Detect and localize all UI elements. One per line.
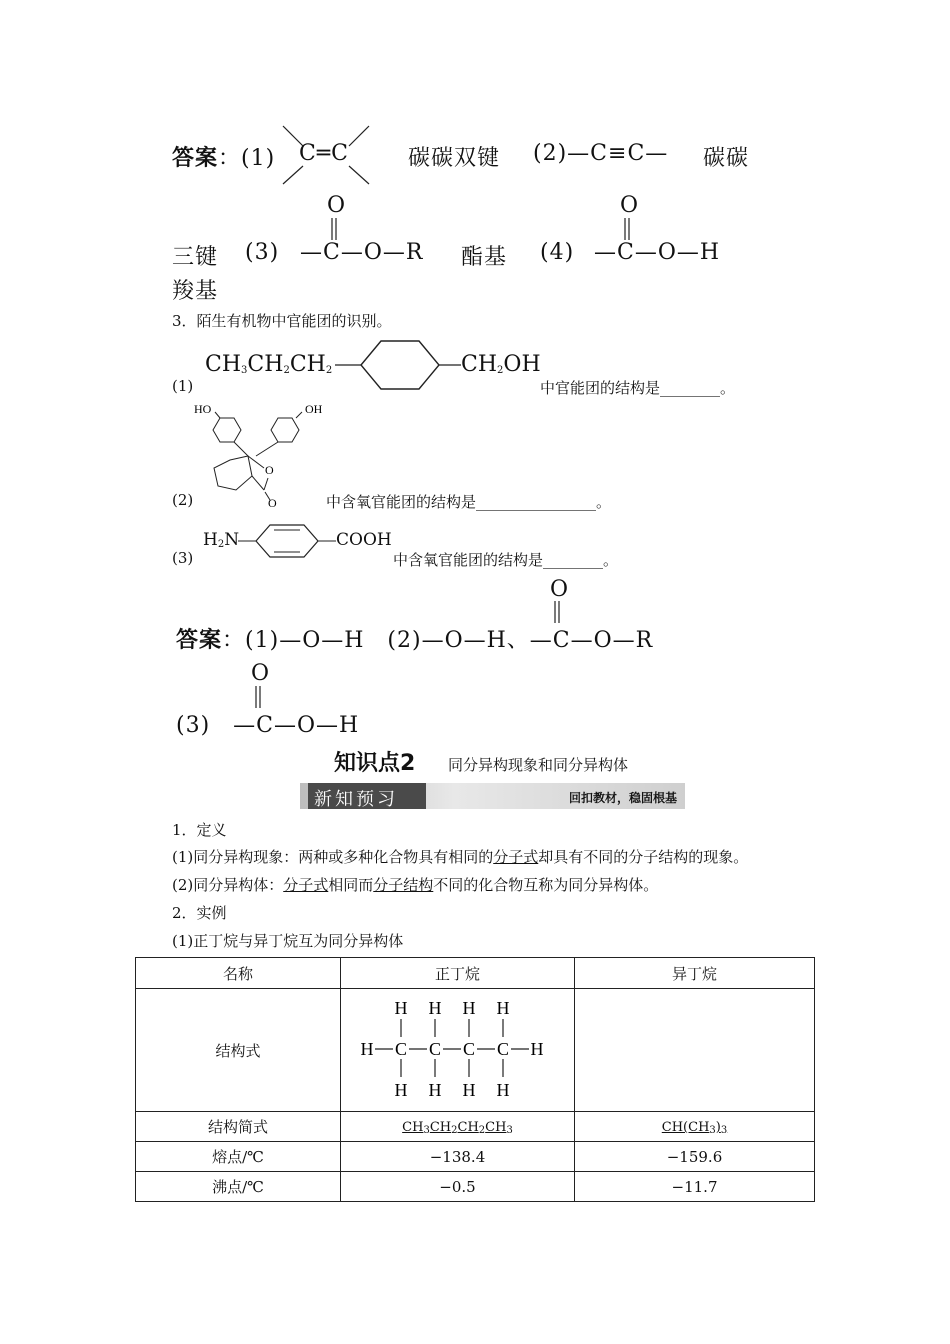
ring-o-label: O xyxy=(265,463,274,477)
isomer-table xyxy=(135,957,815,1202)
n-butane-simple: $CH_3CH_2CH_2CH_3$ xyxy=(341,1112,575,1142)
th-isobutane: 异丁烷 xyxy=(575,958,815,989)
row-mp-label: 熔点/℃ xyxy=(136,1142,341,1172)
item1-name: 碳碳双键 xyxy=(408,146,501,171)
table-header-row xyxy=(136,958,815,989)
q3-sub2-text: 中含氧官能团的结构是________________。 xyxy=(326,493,612,511)
def-1: (1)同分异构现象：两种或多种化合物具有相同的分子式却具有不同的分子结构的现象。 xyxy=(172,848,749,866)
banner-right-label: 回扣教材，稳固根基 xyxy=(568,791,677,805)
th-n-butane: 正丁烷 xyxy=(341,958,575,989)
item4-num: (4) xyxy=(540,240,575,265)
item4-formula: —C—O—H xyxy=(594,240,721,265)
svg-text:H: H xyxy=(462,998,475,1018)
row-simple-label: 结构简式 xyxy=(136,1112,341,1142)
svg-text:H: H xyxy=(530,1039,543,1059)
q3-sub1-text: 中官能团的结构是________。 xyxy=(540,379,736,397)
example-1: (1)正丁烷与异丁烷互为同分异构体 xyxy=(172,932,404,950)
svg-text:C: C xyxy=(496,1039,509,1059)
svg-text:H: H xyxy=(428,1080,441,1100)
oh-right-label: OH xyxy=(305,402,323,416)
def-2: (2)同分异构体：分子式相同而分子结构不同的化合物互称为同分异构体。 xyxy=(172,876,659,894)
answer2-O2: O xyxy=(251,661,271,686)
section-badge: 知识点2 xyxy=(334,751,416,776)
q3-sub2-num: (2) xyxy=(172,491,194,509)
carbonyl-o-label: O xyxy=(268,496,277,510)
examples-heading: 2．实例 xyxy=(172,904,227,922)
svg-text:C: C xyxy=(462,1039,475,1059)
item4-name: 羧基 xyxy=(172,279,219,304)
def-heading: 1．定义 xyxy=(172,821,227,839)
n-butane-structural-formula xyxy=(358,989,558,1107)
item1-formula: C═C xyxy=(299,141,349,166)
benzene-ring xyxy=(238,522,338,562)
table-row-structure xyxy=(136,989,815,1112)
item4-O: O xyxy=(620,193,640,218)
svg-text:H: H xyxy=(496,998,509,1018)
section-title: 同分异构现象和同分异构体 xyxy=(448,756,629,774)
bp-n-butane: −0.5 xyxy=(341,1172,575,1202)
answer1-line1: 答案：(1) xyxy=(172,146,276,171)
answer2-line1: 答案：(1)—O—H (2)—O—H、—C—O—R xyxy=(176,628,654,653)
item1-num: (1) xyxy=(241,146,276,171)
th-name: 名称 xyxy=(136,958,341,989)
q3-title: 3．陌生有机物中官能团的识别。 xyxy=(172,312,392,330)
table-row-bp xyxy=(136,1172,815,1202)
bp-isobutane: −11.7 xyxy=(575,1172,815,1202)
mp-n-butane: −138.4 xyxy=(341,1142,575,1172)
item3-num: (3) xyxy=(245,240,280,265)
svg-text:H: H xyxy=(360,1039,373,1059)
item4-double-bond xyxy=(621,218,633,240)
phenolphthalein-structure xyxy=(190,398,340,510)
isobutane-simple: $CH(CH_3)_3$ xyxy=(575,1112,815,1142)
item3-O: O xyxy=(327,193,347,218)
q3-sub1-left: $CH_3CH_2CH_2$ xyxy=(205,352,333,377)
ho-left-label: HO xyxy=(194,402,212,416)
item2: (2)—C≡C— xyxy=(533,141,669,166)
svg-text:C: C xyxy=(428,1039,441,1059)
q3-sub3-text: 中含氧官能团的结构是________。 xyxy=(393,551,619,569)
table-row-simple xyxy=(136,1112,815,1142)
q3-sub3-num: (3) xyxy=(172,549,194,567)
svg-text:H: H xyxy=(496,1080,509,1100)
q3-sub1-right: $CH_2OH$ xyxy=(461,352,541,377)
q3-sub3-left: $H_2N$ xyxy=(203,530,240,550)
item2-name-a: 碳碳 xyxy=(703,146,750,171)
item3-name: 酯基 xyxy=(461,245,508,270)
cyclohexane-ring xyxy=(335,338,465,394)
svg-text:H: H xyxy=(462,1080,475,1100)
item3-formula: —C—O—R xyxy=(300,240,424,265)
svg-text:H: H xyxy=(394,998,407,1018)
answer2-double-bond2 xyxy=(252,686,264,708)
answer2-double-bond1 xyxy=(551,601,563,623)
banner-left-label: 新知预习 xyxy=(314,789,398,810)
answer2-label: 答案 xyxy=(176,628,223,653)
mp-isobutane: −159.6 xyxy=(575,1142,815,1172)
row-bp-label: 沸点/℃ xyxy=(136,1172,341,1202)
section-banner xyxy=(300,783,685,809)
svg-text:H: H xyxy=(428,998,441,1018)
svg-text:H: H xyxy=(394,1080,407,1100)
item3-double-bond xyxy=(328,218,340,240)
table-row-mp xyxy=(136,1142,815,1172)
answer2-line2: (3) —C—O—H xyxy=(176,713,360,738)
q3-sub3-right: COOH xyxy=(336,530,392,550)
svg-text:C: C xyxy=(394,1039,407,1059)
isobutane-structure xyxy=(575,989,815,1112)
row-struct-label: 结构式 xyxy=(136,989,341,1112)
q3-sub1-num: (1) xyxy=(172,377,194,395)
answer2-O1: O xyxy=(550,577,570,602)
item2-name-b: 三键 xyxy=(172,245,219,270)
answer-label: 答案 xyxy=(172,146,219,171)
n-butane-structure xyxy=(341,989,575,1112)
